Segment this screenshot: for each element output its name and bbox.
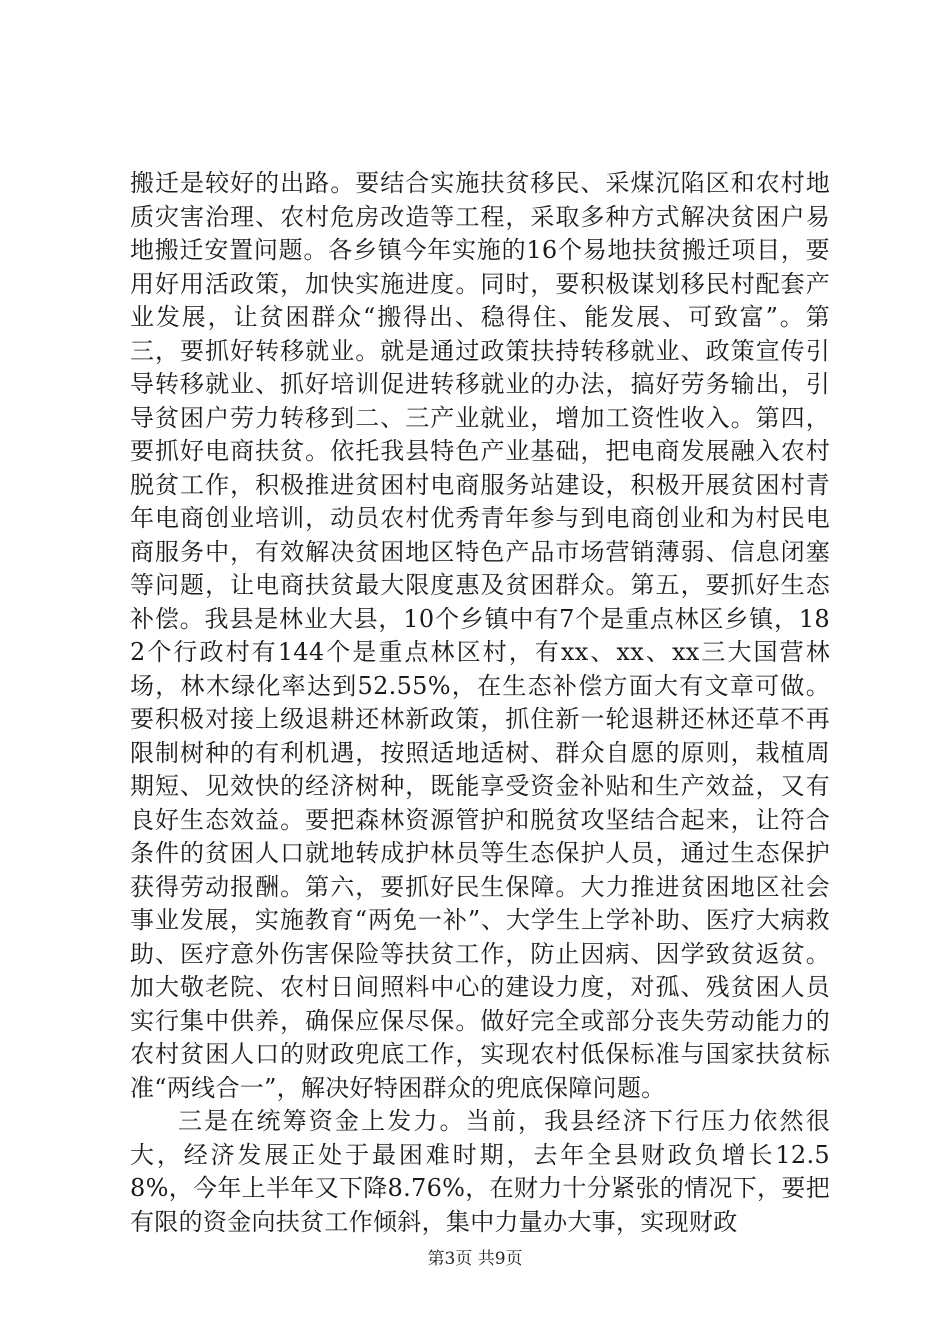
page-number-footer: 第3页 共9页 [427, 1249, 523, 1269]
document-body [130, 167, 830, 1239]
body-paragraph-1: 搬迁是较好的出路。要结合实施扶贫移民、采煤沉陷区和农村地质灾害治理、农村危房改造等工程，采取多种方式解决贫困户易地搬迁安置问题。各乡镇今年实施的16个易地扶贫搬迁项目，要用好用活政策，加快实施进度。同时，要积极谋划移民村配套产业发展，让贫困群众“搬得出、稳得住、能发展、可致富”。第三，要抓好转移就业。就是通过政策扶持转移就业、政策宣传引导转移就业、抓好培训促进转移就业的办法，搞好劳务输出，引导贫困户劳力转移到二、三产业就业，增加工资性收入。第四，要抓好电商扶贫。依托我县特色产业基础，把电商发展融入农村脱贫工作，积极推进贫困村电商服务站建设，积极开展贫困村青年电商创业培训，动员农村优秀青年参与到电商创业和为村民电商服务中，有效解决贫困地区特色产品市场营销薄弱、信息闭塞等问题，让电商扶贫最大限度惠及贫困群众。第五，要抓好生态补偿。我县是林业大县，10个乡镇中有7个是重点林区乡镇，182个行政村有144个是重点林区村，有xx、xx、xx三大国营林场，林木绿化率达到52.55%，在生态补偿方面大有文章可做。要积极对接上级退耕还林新政策，抓住新一轮退耕还林还草不再限制树种的有利机遇，按照适地适树、群众自愿的原则，栽植周期短、见效快的经济树种，既能享受资金补贴和生产效益，又有良好生态效益。要把森林资源管护和脱贫攻坚结合起来，让符合条件的贫困人口就地转成护林员等生态保护人员，通过生态保护获得劳动报酬。第六，要抓好民生保障。大力推进贫困地区社会事业发展，实施教育“两免一补”、大学生上学补助、医疗大病救助、医疗意外伤害保险等扶贫工作，防止因病、因学致贫返贫。加大敬老院、农村日间照料中心的建设力度，对孤、残贫困人员实行集中供养，确保应保尽保。做好完全或部分丧失劳动能力的农村贫困人口的财政兜底工作，实现农村低保标准与国家扶贫标准“两线合一”，解决好特困群众的兜底保障问题。 [130, 169, 830, 1102]
body-paragraph-2: 三是在统筹资金上发力。当前，我县经济下行压力依然很大，经济发展正处于最困难时期，去年全县财政负增长12.58%，今年上半年又下降8.76%，在财力十分紧张的情况下，要把有限的资金向扶贫工作倾斜，集中力量办大事，实现财政 [130, 1107, 830, 1236]
